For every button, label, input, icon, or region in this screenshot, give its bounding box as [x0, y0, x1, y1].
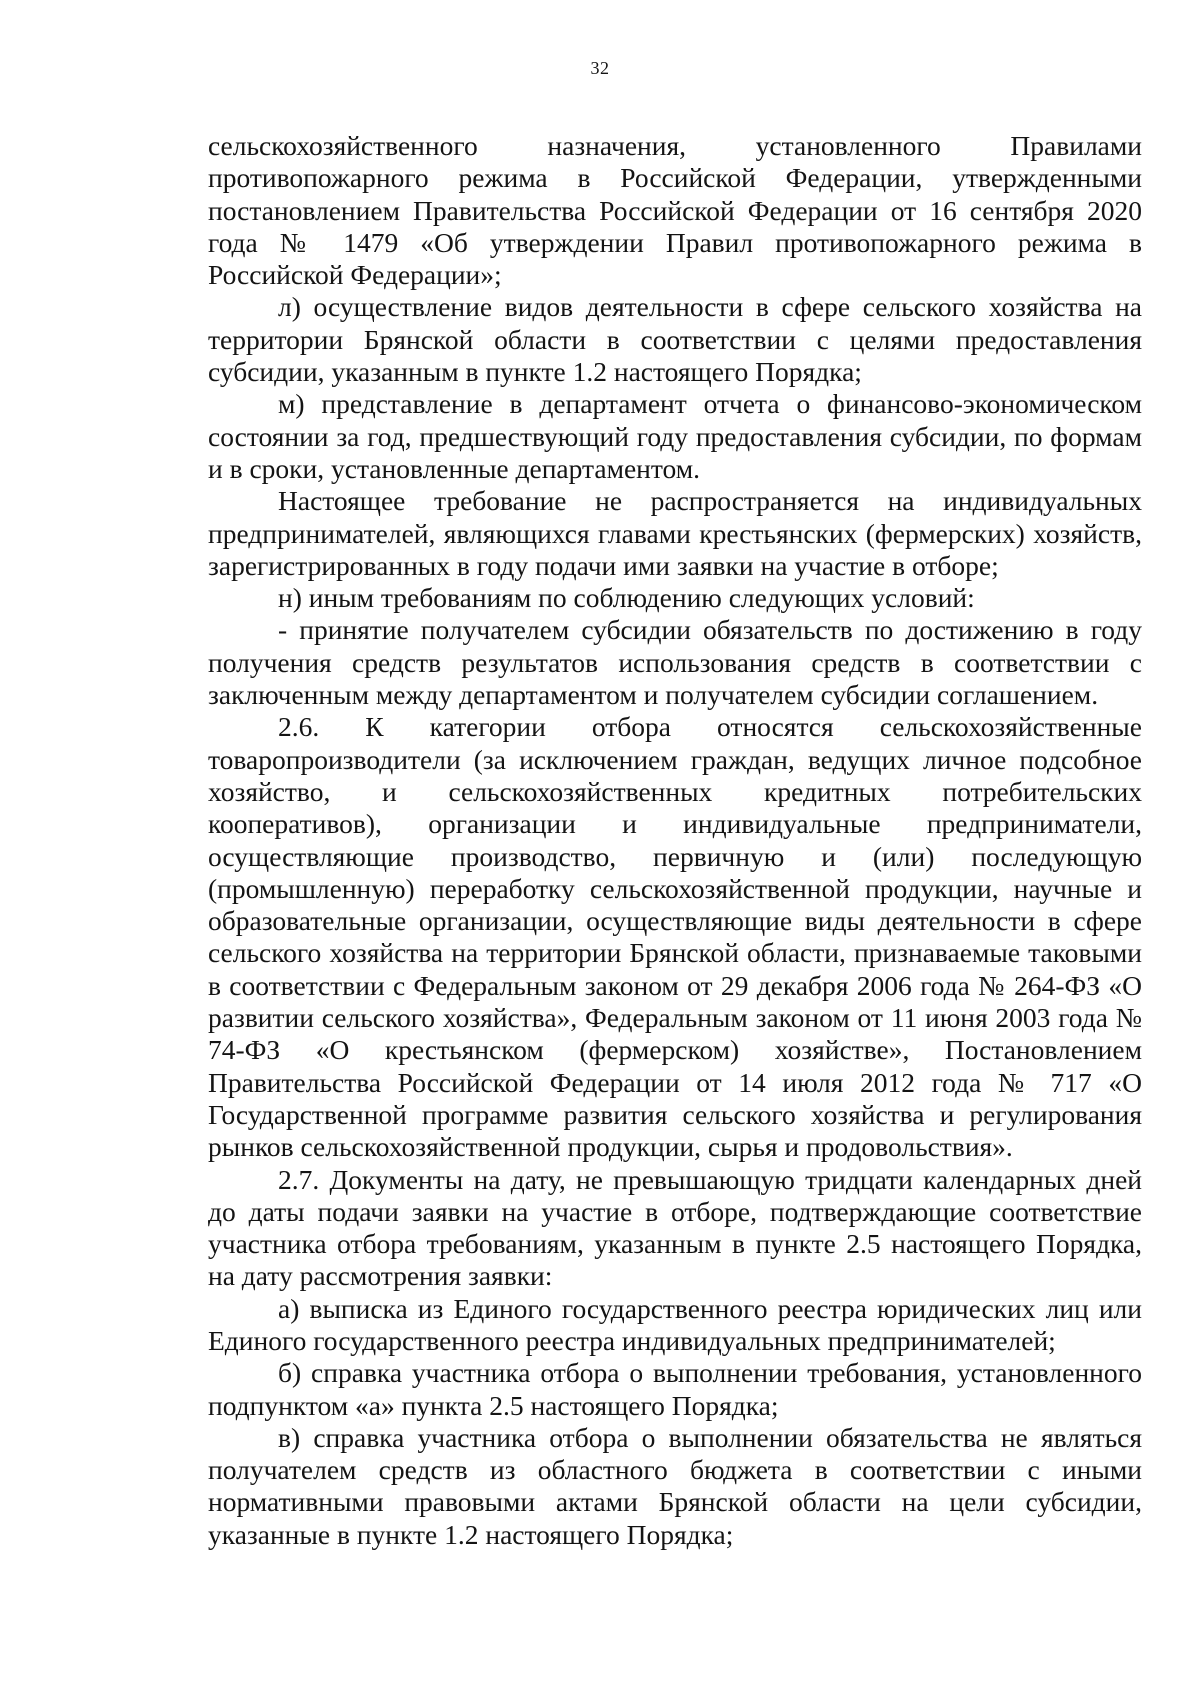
paragraph-item-m: м) представление в департамент отчета о финансово-экономическом состоянии за год, предшествующий году предоставления субсидии, по формам и в сроки, установленные департаментом.: [208, 388, 1142, 484]
paragraph-requirement-exception: Настоящее требование не распространяется на индивидуальных предпринимателей, являющихся главами крестьянских (фермерских) хозяйств, зарегистрированных в году подачи ими заявки на участие в отборе;: [208, 485, 1142, 581]
paragraph-section-2-7: 2.7. Документы на дату, не превышающую тридцати календарных дней до даты подачи заявки на участие в отборе, подтверждающие соответствие участника отбора требованиям, указанным в пункте 2.5 настоящего Порядка, на дату рассмотрения заявки:: [208, 1163, 1142, 1292]
paragraph-item-b: б) справка участника отбора о выполнении требования, установленного подпунктом «а» пункта 2.5 настоящего Порядка;: [208, 1357, 1142, 1421]
paragraph-item-n: н) иным требованиям по соблюдению следующих условий:: [278, 582, 975, 614]
paragraph-fire-regime-continuation: сельскохозяйственного назначения, установленного Правилами противопожарного режима в Российской Федерации, утвержденными постановлением Правительства Российской Федерации от 16 сентября 2020 года № 1479 «Об утверждении Правил противопожарного режима в Российской Федерации»;: [208, 130, 1142, 291]
document-body: [208, 130, 1142, 1551]
paragraph-item-v: в) справка участника отбора о выполнении обязательства не являться получателем средств из областного бюджета в соответствии с иными нормативными правовыми актами Брянской области на цели субсидии, указанные в пункте 1.2 настоящего Порядка;: [208, 1421, 1142, 1550]
paragraph-item-a: а) выписка из Единого государственного реестра юридических лиц или Единого государственного реестра индивидуальных предпринимателей;: [208, 1292, 1142, 1356]
paragraph-item-l: л) осуществление видов деятельности в сфере сельского хозяйства на территории Брянской области в соответствии с целями предоставления субсидии, указанным в пункте 1.2 настоящего Порядка;: [208, 291, 1142, 388]
paragraph-obligation-dash: - принятие получателем субсидии обязательств по достижению в году получения средств результатов использования средств в соответствии с заключенным между департаментом и получателем субсидии соглашением.: [208, 614, 1142, 711]
page-number: 32: [590, 58, 610, 78]
paragraph-section-2-6: 2.6. К категории отбора относятся сельскохозяйственные товаропроизводители (за исключением граждан, ведущих личное подсобное хозяйство, и сельскохозяйственных кредитных потребительских кооперативов), организации и индивидуальные предприниматели, осуществляющие производство, первичную и (или) последующую (промышленную) переработку сельскохозяйственной продукции, научные и образовательные организации, осуществляющие виды деятельности в сфере сельского хозяйства на территории Брянской области, признаваемые таковыми в соответствии с Федеральным законом от 29 декабря 2006 года № 264-ФЗ «О развитии сельского хозяйства», Федеральным законом от 11 июня 2003 года № 74-ФЗ «О крестьянском (фермерском) хозяйстве», Постановлением Правительства Российской Федерации от 14 июля 2012 года № 717 «О Государственной программе развития сельского хозяйства и регулирования рынков сельскохозяйственной продукции, сырья и продовольствия».: [208, 711, 1142, 1163]
